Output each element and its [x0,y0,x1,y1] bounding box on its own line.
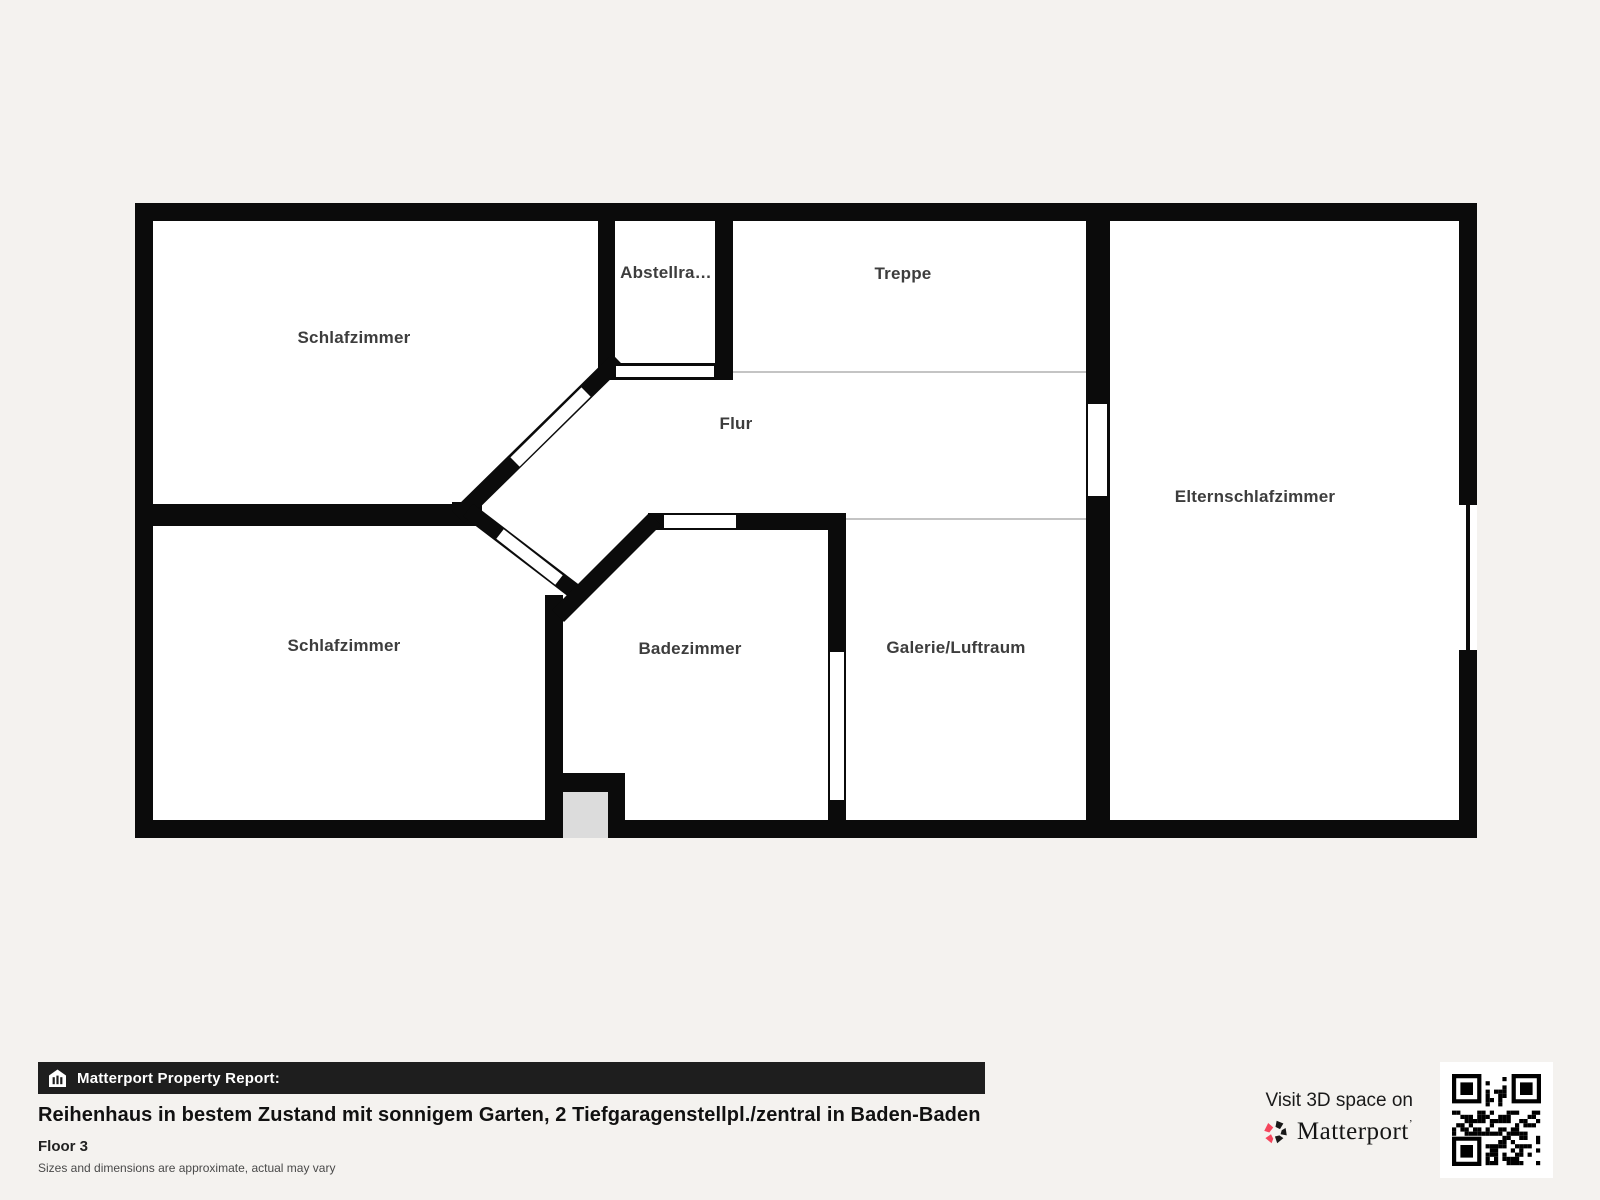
room-label-elternschlafzimmer: Elternschlafzimmer [1174,487,1336,506]
qr-code-pattern [1452,1074,1541,1166]
room-label-schlafzimmer-bottom: Schlafzimmer [287,636,401,655]
report-bar-label: Matterport Property Report: [77,1069,280,1087]
window-badezimmer-galerie [830,652,844,800]
room-label-flur: Flur [719,414,753,433]
property-title: Reihenhaus in bestem Zustand mit sonnigem Garten, 2 Tiefgaragenstellpl./zentral in Baden-Baden [38,1104,981,1126]
qr-code [1440,1062,1553,1178]
visit-3d-text: Visit 3D space on [1265,1090,1413,1111]
window-badezimmer-top [664,515,736,528]
promo-block [1262,1090,1413,1146]
niche-shaft [563,792,608,838]
matterport-wordmark: Matterport’ [1296,1118,1413,1145]
room-label-badezimmer: Badezimmer [638,639,742,658]
room-label-abstellraum: Abstellra… [620,263,712,282]
floor-label: Floor 3 [38,1138,89,1155]
room-label-schlafzimmer-top: Schlafzimmer [297,328,411,347]
disclaimer-text: Sizes and dimensions are approximate, actual may vary [38,1161,336,1175]
property-report-icon [48,1069,67,1088]
room-label-galerie: Galerie/Luftraum [886,638,1026,657]
matterport-logo-icon [1262,1119,1289,1146]
door-abstellraum [616,366,714,377]
door-elternschlafzimmer [1088,404,1107,496]
window-elternschlafzimmer-frame [1466,505,1470,650]
report-bar [38,1062,985,1094]
room-label-treppe: Treppe [874,264,932,283]
